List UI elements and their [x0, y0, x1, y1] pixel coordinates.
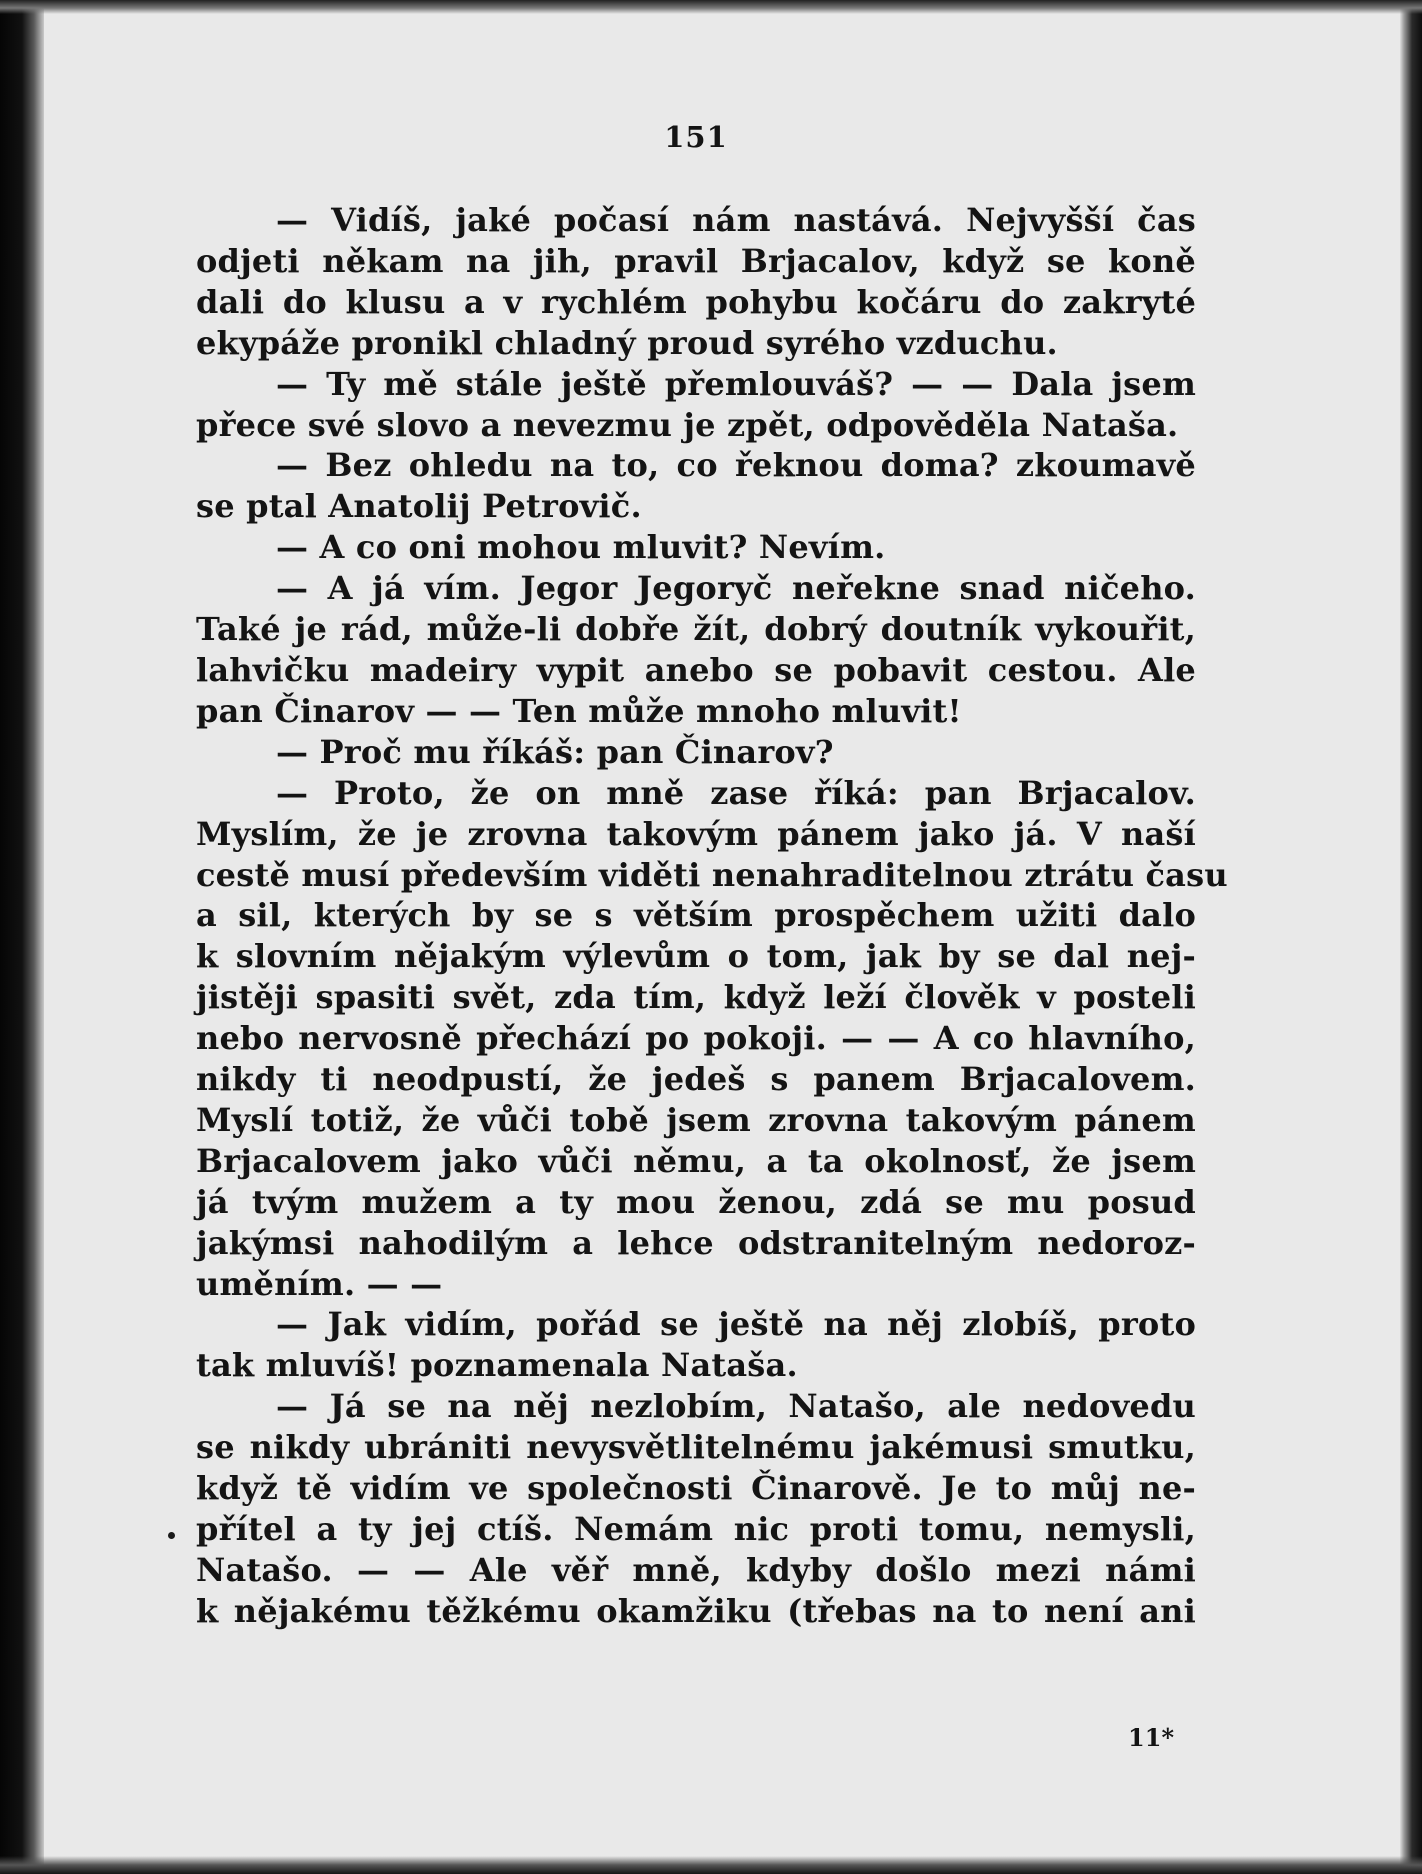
text-line: — A já vím. Jegor Jegoryč neřekne snad ničeho.: [276, 569, 1196, 608]
text-line: k slovním nějakým výlevům o tom, jak by se dal nej-: [196, 937, 1196, 976]
text-line: pan Činarov — — Ten může mnoho mluvit!: [196, 691, 962, 730]
book-binding-shadow: [0, 0, 44, 1874]
page-content: [196, 120, 1228, 1840]
text-line: ekypáže pronikl chladný proud syrého vzduchu.: [196, 323, 1058, 362]
text-line: — Ty mě stále ještě přemlouváš? — — Dala jsem: [276, 364, 1196, 403]
page-right-edge: [1400, 0, 1422, 1874]
text-line: — Proto, že on mně zase říká: pan Brjacalov.: [276, 773, 1196, 812]
text-line: lahvičku madeiry vypit anebo se pobavit cestou. Ale: [196, 650, 1196, 689]
text-line: dali do klusu a v rychlém pohybu kočáru do zakryté: [196, 282, 1196, 321]
printer-signature-mark: 11*: [1128, 1723, 1174, 1752]
text-line: uměním. — —: [196, 1264, 443, 1303]
text-line: — Vidíš, jaké počasí nám nastává. Nejvyšší čas: [276, 201, 1196, 239]
text-line: nikdy ti neodpustí, že jedeš s panem Brjacalovem.: [196, 1060, 1196, 1099]
text-line: k nějakému těžkému okamžiku (třebas na to není ani: [196, 1591, 1196, 1630]
text-line: Také je rád, může-li dobře žít, dobrý doutník vykouřit,: [196, 610, 1196, 649]
page-top-edge: [0, 0, 1422, 14]
text-line: jakýmsi nahodilým a lehce odstranitelným nedoroz-: [196, 1223, 1196, 1262]
text-line: přece své slovo a nevezmu je zpět, odpověděla Nataša.: [196, 405, 1179, 444]
text-line: se nikdy ubrániti nevysvětlitelnému jakémusi smutku,: [196, 1428, 1196, 1467]
page-bottom-edge: [0, 1856, 1422, 1874]
margin-speck: [168, 1532, 175, 1539]
text-line: když tě vidím ve společnosti Činarově. Je to můj ne-: [196, 1469, 1196, 1508]
text-line: — Proč mu říkáš: pan Činarov?: [276, 732, 834, 771]
text-line: — Jak vidím, pořád se ještě na něj zlobíš, proto: [276, 1305, 1196, 1344]
text-line: se ptal Anatolij Petrovič.: [196, 487, 642, 526]
text-line: Myslím, že je zrovna takovým pánem jako já. V naší: [196, 814, 1196, 853]
text-line: tak mluvíš! poznamenala Nataša.: [196, 1346, 798, 1385]
text-line: cestě musí především viděti nenahraditelnou ztrátu času: [196, 855, 1228, 894]
text-line: já tvým mužem a ty mou ženou, zdá se mu posud: [196, 1182, 1196, 1221]
text-line: nebo nervosně přechází po pokoji. — — A co hlavního,: [196, 1019, 1196, 1058]
text-line: a sil, kterých by se s větším prospěchem užiti dalo: [196, 896, 1196, 935]
text-line: přítel a ty jej ctíš. Nemám nic proti tomu, nemysli,: [196, 1510, 1196, 1548]
text-line: Natašo. — — Ale věř mně, kdyby došlo mezi námi: [196, 1550, 1196, 1589]
text-line: jistěji spasiti svět, zda tím, když leží člověk v posteli: [196, 978, 1196, 1017]
text-line: — A co oni mohou mluvit? Nevím.: [276, 528, 886, 567]
body-text: [196, 200, 1228, 1632]
text-line: odjeti někam na jih, pravil Brjacalov, když se koně: [196, 241, 1196, 280]
text-line: — Já se na něj nezlobím, Natašo, ale nedovedu: [276, 1387, 1196, 1426]
text-line: Myslí totiž, že vůči tobě jsem zrovna takovým pánem: [196, 1100, 1196, 1139]
text-line: Brjacalovem jako vůči němu, a ta okolnosť, že jsem: [196, 1141, 1196, 1180]
page-number: 151: [664, 120, 728, 154]
text-line: — Bez ohledu na to, co řeknou doma? zkoumavě: [276, 446, 1196, 485]
